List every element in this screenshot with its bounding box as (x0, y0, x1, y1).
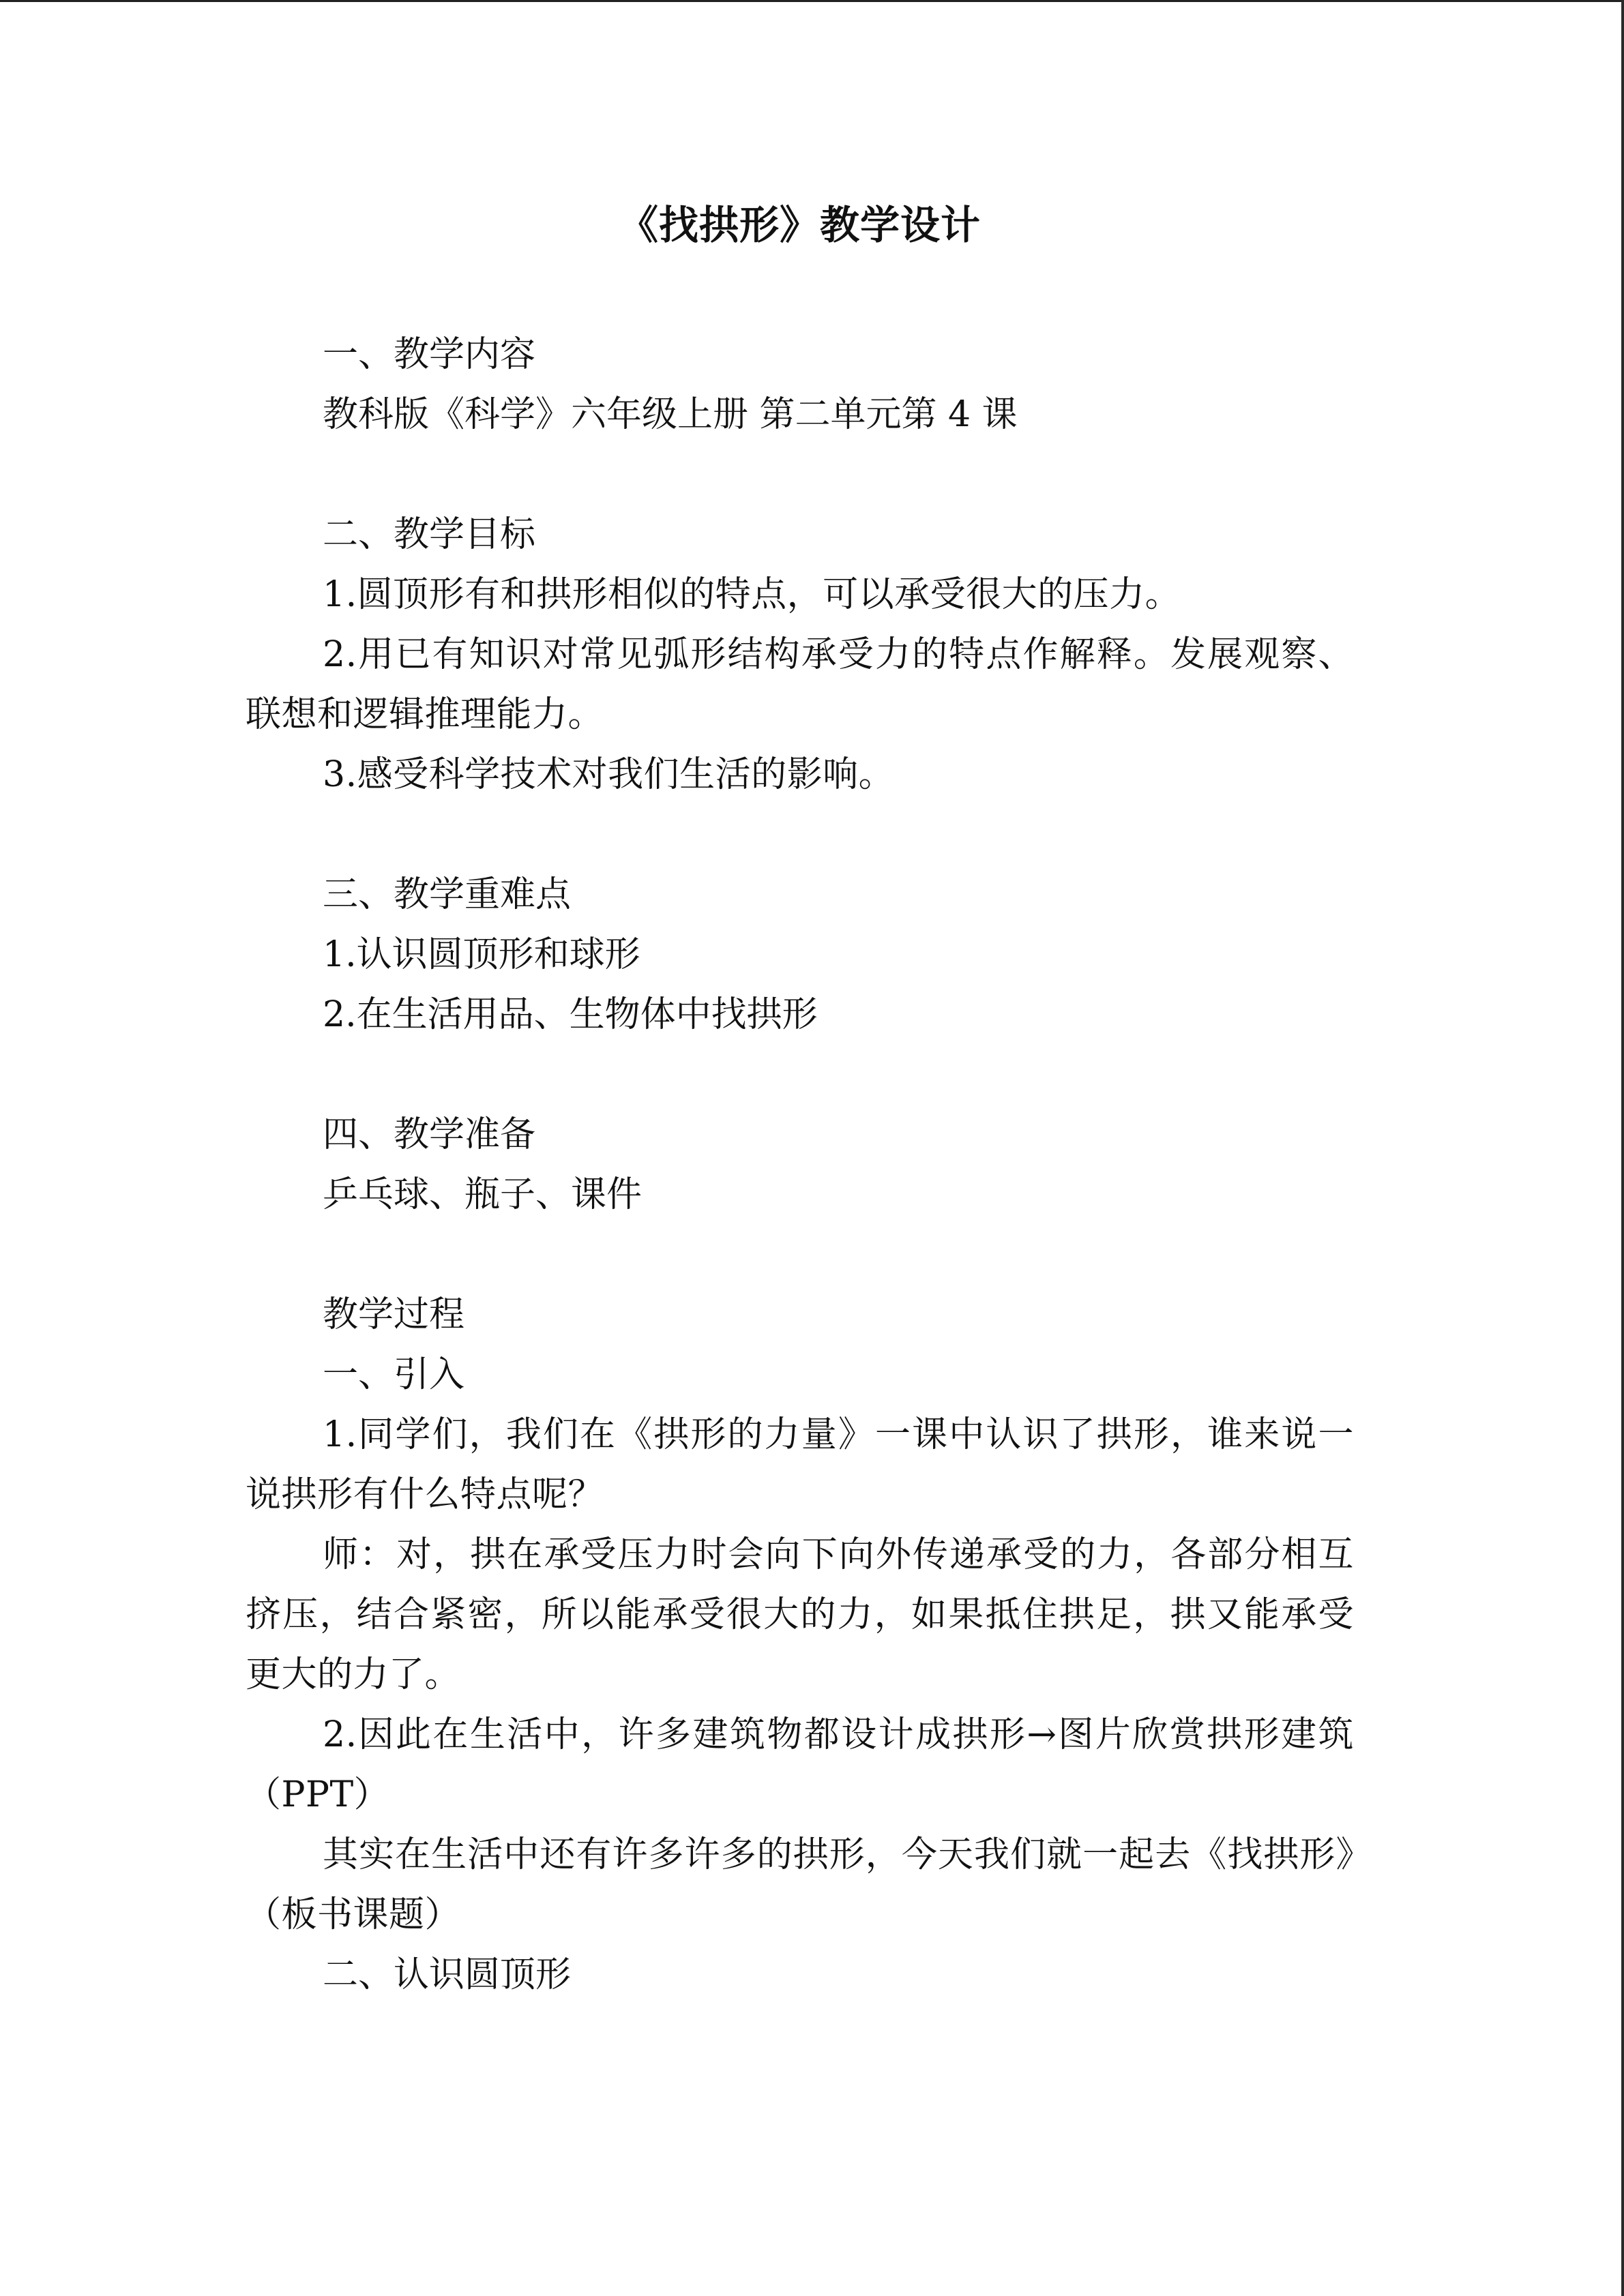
section-heading: 一、教学内容 (323, 334, 536, 375)
section-heading: 教学过程 (323, 1294, 465, 1335)
page-right-border (1621, 0, 1624, 2296)
process-paragraph: 师：对，拱在承受压力时会向下向外传递承受的力，各部分相互挤压，结合紧密，所以能承受很大的力，如果抵住拱足，拱又能承受更大的力了。 (246, 1534, 1354, 1695)
key-point-item: 2.在生活用品、生物体中找拱形 (323, 994, 818, 1035)
section-heading: 四、教学准备 (323, 1114, 536, 1155)
section-teaching-content (246, 325, 1354, 445)
section-heading: 三、教学重难点 (323, 874, 572, 915)
section-key-points (246, 865, 1354, 1045)
document-title: 《找拱形》教学设计 (618, 202, 981, 248)
step-heading: 二、认识圆顶形 (323, 1954, 572, 1995)
section-heading: 二、教学目标 (323, 514, 536, 555)
page-top-border (0, 0, 1624, 2)
process-paragraph: 1.同学们，我们在《拱形的力量》一课中认识了拱形，谁来说一说拱形有什么特点呢？ (246, 1414, 1354, 1515)
section-text: 乒乓球、瓶子、课件 (323, 1174, 643, 1215)
goal-item: 3.感受科学技术对我们生活的影响。 (323, 754, 895, 795)
section-teaching-goals (246, 505, 1354, 805)
process-paragraph: 其实在生活中还有许多许多的拱形，今天我们就一起去《找拱形》（板书课题） (246, 1834, 1354, 1935)
step-heading: 一、引入 (323, 1354, 465, 1395)
section-teaching-process (246, 1285, 1354, 2005)
goal-item: 2.用已有知识对常见弧形结构承受力的特点作解释。发展观察、联想和逻辑推理能力。 (246, 634, 1354, 735)
process-paragraph: 2.因此在生活中，许多建筑物都设计成拱形→图片欣赏拱形建筑（PPT） (246, 1714, 1354, 1815)
section-preparation (246, 1105, 1354, 1225)
goal-item: 1.圆顶形有和拱形相似的特点，可以承受很大的压力。 (323, 574, 1181, 615)
key-point-item: 1.认识圆顶形和球形 (323, 934, 640, 975)
document-page (246, 198, 1354, 2065)
section-text: 教科版《科学》六年级上册 第二单元第 4 课 (323, 394, 1018, 435)
